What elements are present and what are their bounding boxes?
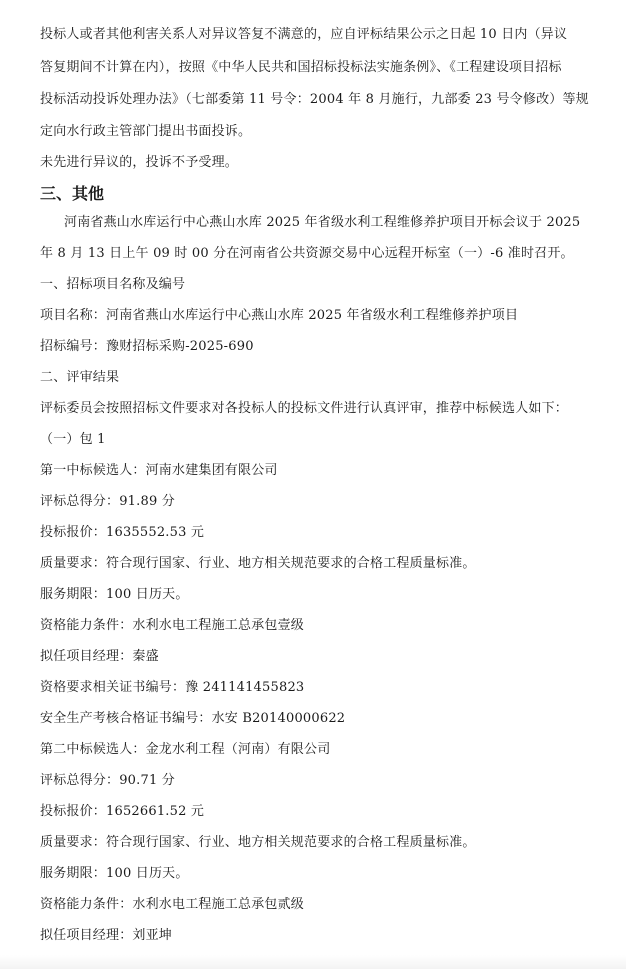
section-heading-other: 三、其他 — [40, 184, 105, 203]
tender-number: 招标编号：豫财招标采购-2025-690 — [40, 339, 254, 354]
candidate1-safety-cert: 安全生产考核合格证书编号：水安 B20140000622 — [40, 711, 346, 726]
subheading-project-info: 一、招标项目名称及编号 — [40, 277, 186, 292]
candidate2-name: 第二中标候选人：金龙水利工程（河南）有限公司 — [40, 742, 331, 757]
project-name: 项目名称：河南省燕山水库运行中心燕山水库 2025 年省级水利工程维修养护项目 — [40, 308, 519, 323]
complaint-text-line-4: 定向水行政主管部门提出书面投诉。 — [40, 124, 252, 139]
candidate2-period: 服务期限：100 日历天。 — [40, 866, 189, 881]
complaint-text-line-5: 未先进行异议的，投诉不予受理。 — [40, 155, 239, 170]
scan-bottom-edge — [0, 955, 626, 969]
candidate2-qualification: 资格能力条件：水利水电工程施工总承包贰级 — [40, 897, 305, 912]
candidate2-price: 投标报价：1652661.52 元 — [40, 804, 205, 819]
candidate1-period: 服务期限：100 日历天。 — [40, 587, 189, 602]
candidate2-manager: 拟任项目经理：刘亚坤 — [40, 928, 173, 943]
meeting-intro-line-2: 年 8 月 13 日上午 09 时 00 分在河南省公共资源交易中心远程开标室（一）-6 准时召开。 — [40, 246, 574, 261]
package-label: （一）包 1 — [40, 432, 106, 447]
complaint-text-line-2: 答复期间不计算在内），按照《中华人民共和国招标投标法实施条例》、《工程建设项目招标 — [40, 60, 562, 75]
subheading-review-result: 二、评审结果 — [40, 370, 120, 385]
candidate1-manager: 拟任项目经理：秦盛 — [40, 649, 159, 664]
candidate1-qualification: 资格能力条件：水利水电工程施工总承包壹级 — [40, 618, 305, 633]
candidate2-score: 评标总得分：90.71 分 — [40, 773, 175, 788]
candidate1-price: 投标报价：1635552.53 元 — [40, 525, 205, 540]
candidate1-quality: 质量要求：符合现行国家、行业、地方相关规范要求的合格工程质量标准。 — [40, 556, 476, 571]
candidate2-quality: 质量要求：符合现行国家、行业、地方相关规范要求的合格工程质量标准。 — [40, 835, 476, 850]
candidate1-score: 评标总得分：91.89 分 — [40, 494, 175, 509]
complaint-text-line-3: 投标活动投诉处理办法》（七部委第 11 号令：2004 年 8 月施行，九部委 23 号令修改）等规 — [40, 92, 589, 107]
candidate1-cert-number: 资格要求相关证书编号：豫 241141455823 — [40, 680, 305, 695]
complaint-text-line-1: 投标人或者其他利害关系人对异议答复不满意的，应自评标结果公示之日起 10 日内（异议 — [40, 27, 568, 42]
candidate1-name: 第一中标候选人：河南水建集团有限公司 — [40, 463, 278, 478]
review-description: 评标委员会按照招标文件要求对各投标人的投标文件进行认真评审，推荐中标候选人如下： — [40, 401, 569, 416]
meeting-intro-line-1: 河南省燕山水库运行中心燕山水库 2025 年省级水利工程维修养护项目开标会议于 2025 — [64, 215, 581, 230]
